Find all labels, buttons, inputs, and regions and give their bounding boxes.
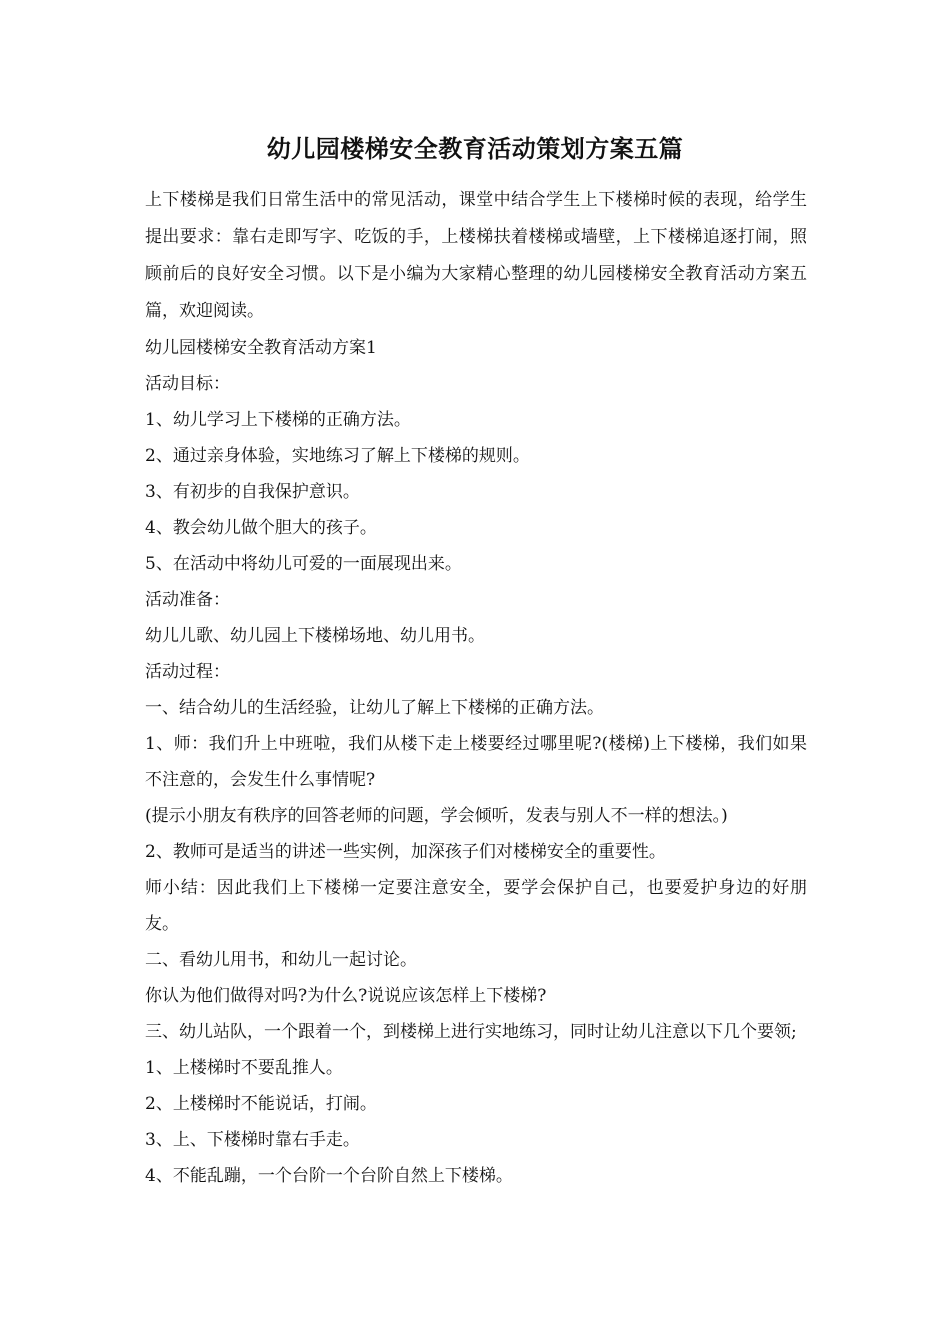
list-item: 4、不能乱蹦，一个台阶一个台阶自然上下楼梯。 <box>145 1166 513 1186</box>
list-item: 2、上楼梯时不能说话，打闹。 <box>145 1094 377 1114</box>
step-heading: 三、幼儿站队，一个跟着一个，到楼梯上进行实地练习，同时让幼儿注意以下几个要领; <box>145 1022 797 1042</box>
step-heading: 一、结合幼儿的生活经验，让幼儿了解上下楼梯的正确方法。 <box>145 698 604 718</box>
body-paragraph: 2、教师可是适当的讲述一些实例，加深孩子们对楼梯安全的重要性。 <box>145 842 666 862</box>
body-paragraph: 你认为他们做得对吗?为什么?说说应该怎样上下楼梯? <box>145 986 547 1006</box>
body-paragraph: 1、师：我们升上中班啦，我们从楼下走上楼要经过哪里呢?(楼梯)上下楼梯，我们如果不注意的，会发生什么事情呢? <box>145 734 807 790</box>
subheading-preparation: 活动准备： <box>145 590 230 610</box>
section-heading: 幼儿园楼梯安全教育活动方案1 <box>145 338 377 358</box>
list-item: 5、在活动中将幼儿可爱的一面展现出来。 <box>145 554 462 574</box>
list-item: 1、上楼梯时不要乱推人。 <box>145 1058 343 1078</box>
summary-paragraph: 师小结：因此我们上下楼梯一定要注意安全，要学会保护自己，也要爱护身边的好朋友。 <box>145 878 807 934</box>
subheading-goals: 活动目标： <box>145 374 230 394</box>
step-heading: 二、看幼儿用书，和幼儿一起讨论。 <box>145 950 417 970</box>
list-item: 3、上、下楼梯时靠右手走。 <box>145 1130 360 1150</box>
document-title: 幼儿园楼梯安全教育活动策划方案五篇 <box>266 135 684 163</box>
document-body <box>145 182 807 1194</box>
body-paragraph: (提示小朋友有秩序的回答老师的问题，学会倾听，发表与别人不一样的想法。) <box>145 806 728 826</box>
body-paragraph: 幼儿儿歌、幼儿园上下楼梯场地、幼儿用书。 <box>145 626 485 646</box>
intro-paragraph: 上下楼梯是我们日常生活中的常见活动，课堂中结合学生上下楼梯时候的表现，给学生提出要求：靠右走即写字、吃饭的手，上楼梯扶着楼梯或墙壁，上下楼梯追逐打闹，照顾前后的良好安全习惯。以下是小编为大家精心整理的幼儿园楼梯安全教育活动方案五篇，欢迎阅读。 <box>145 190 807 321</box>
list-item: 1、幼儿学习上下楼梯的正确方法。 <box>145 410 411 430</box>
list-item: 3、有初步的自我保护意识。 <box>145 482 360 502</box>
list-item: 4、教会幼儿做个胆大的孩子。 <box>145 518 377 538</box>
subheading-process: 活动过程： <box>145 662 230 682</box>
list-item: 2、通过亲身体验，实地练习了解上下楼梯的规则。 <box>145 446 530 466</box>
